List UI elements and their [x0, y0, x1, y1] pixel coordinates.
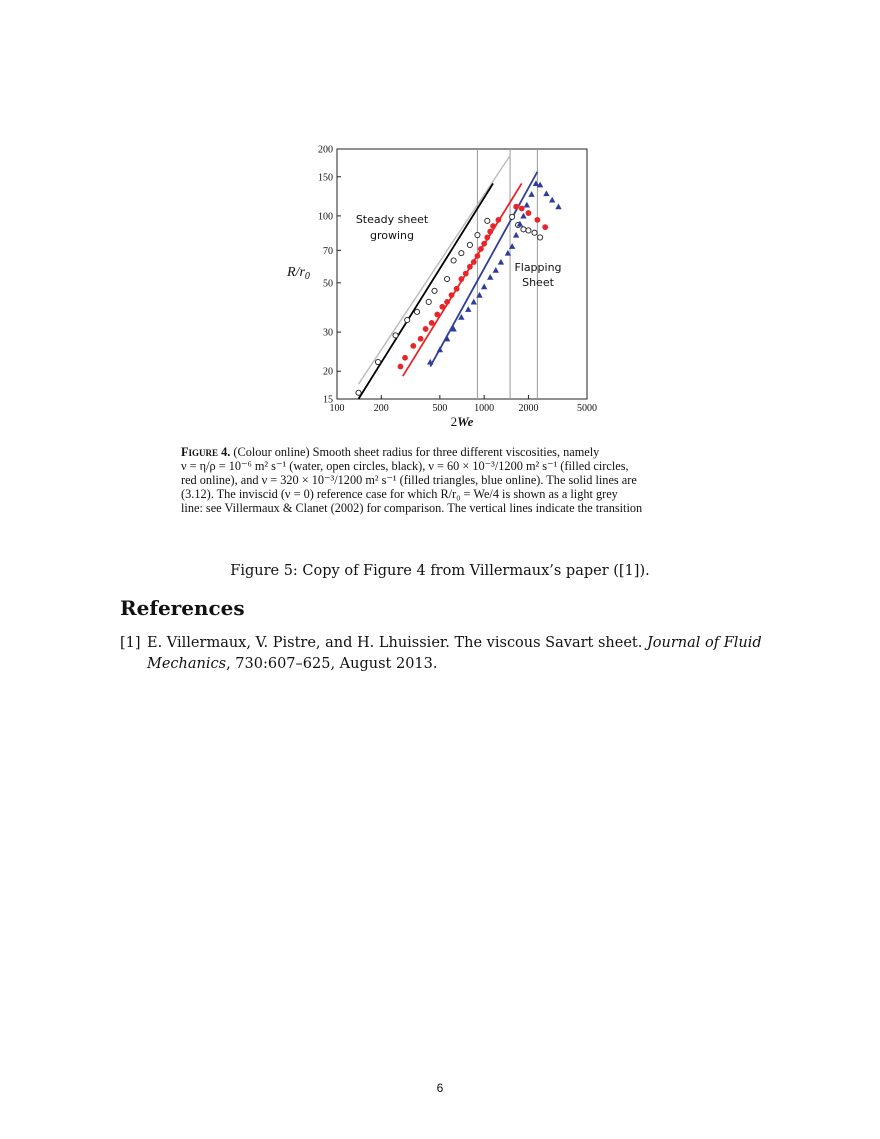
data-point-s1-3: [418, 336, 424, 342]
data-point-s1-25: [534, 217, 540, 223]
data-point-s0-10: [467, 242, 472, 247]
reference-authors: E. Villermaux, V. Pistre, and H. Lhuissier.: [147, 635, 450, 651]
y-tick-label-5: 100: [318, 211, 333, 223]
data-point-s2-10: [493, 267, 499, 273]
annotation-flapping-line2: Sheet: [522, 276, 554, 289]
data-point-s1-15: [475, 253, 481, 259]
data-point-s0-18: [537, 235, 542, 240]
data-point-s1-2: [410, 343, 416, 349]
data-point-s0-2: [393, 333, 398, 338]
y-tick-label-1: 20: [323, 366, 333, 378]
y-tick-label-6: 150: [318, 172, 333, 184]
data-point-s1-8: [444, 299, 450, 305]
data-point-s0-4: [414, 309, 419, 314]
data-point-s0-13: [510, 214, 515, 219]
reference-journal-part2: Mechanics: [147, 656, 227, 672]
data-point-s1-4: [423, 326, 429, 332]
data-point-s2-21: [543, 190, 549, 196]
data-point-s2-22: [549, 197, 555, 203]
data-point-s2-23: [555, 204, 561, 210]
data-point-s1-9: [449, 292, 455, 298]
data-point-s1-16: [478, 246, 484, 252]
data-point-s1-23: [519, 206, 525, 212]
reference-item: [120, 633, 768, 675]
data-point-s0-16: [526, 228, 531, 233]
data-point-s1-22: [513, 204, 519, 210]
data-point-s1-12: [463, 271, 469, 277]
annotation-steady-line1: Steady sheet: [355, 213, 429, 226]
data-point-s1-14: [471, 259, 477, 265]
data-point-s1-17: [481, 241, 487, 247]
x-axis-label: 2We: [450, 414, 474, 429]
y-axis-label: $R/r_0$: [287, 265, 310, 282]
x-tick-label-1: 200: [373, 403, 389, 414]
data-point-s2-17: [524, 202, 530, 208]
x-tick-label-4: 2000: [518, 403, 539, 414]
figure-caption: Figure 5: Copy of Figure 4 from Villermaux’s paper ([1]).: [230, 563, 650, 579]
data-point-s0-17: [532, 230, 537, 235]
data-point-s0-6: [432, 288, 437, 293]
data-point-s0-11: [475, 232, 480, 237]
data-point-s0-12: [485, 218, 490, 223]
x-tick-label-2: 500: [432, 403, 448, 414]
caption-line-2: red online), and ν = 320 × 10⁻³/1200 m² s⁻¹ (filled triangles, blue online). The solid lines are: [181, 473, 637, 487]
svg-text:Figure 4. (Colour: [181, 445, 600, 459]
data-point-s0-15: [521, 227, 526, 232]
data-point-s0-0: [356, 390, 361, 395]
data-point-s2-5: [465, 306, 471, 312]
caption-line-4: line: see Villermaux & Clanet (2002) for comparison. The vertical lines indicate the transition: [181, 501, 643, 515]
data-point-s1-24: [526, 210, 532, 216]
y-tick-label-7: 200: [318, 144, 333, 156]
data-point-s0-7: [444, 276, 449, 281]
data-point-s1-20: [490, 223, 496, 229]
caption-line-3: (3.12). The inviscid (ν = 0) reference case for which R/r₀ = We/4 is shown as a light grey: [181, 487, 618, 501]
data-point-s1-5: [429, 320, 435, 326]
data-point-s2-11: [498, 259, 504, 265]
references-heading: References: [120, 596, 245, 620]
reference-details: , 730:607–625, August 2013.: [226, 656, 438, 672]
caption-figure-label: Figure: [181, 445, 219, 459]
annotation-flapping-line1: Flapping: [514, 261, 562, 274]
x-tick-label-3: 1000: [474, 403, 495, 414]
caption-line-0: (Colour online) Smooth sheet radius for three different viscosities, namely: [233, 445, 600, 459]
y-tick-label-0: 15: [323, 394, 333, 406]
annotation-steady-line2: growing: [370, 229, 414, 242]
data-point-s1-0: [398, 364, 404, 370]
data-point-s2-14: [513, 232, 519, 238]
reference-title: The viscous Savart sheet.: [454, 635, 643, 651]
data-point-s1-18: [484, 235, 490, 241]
data-point-s2-8: [481, 284, 487, 290]
data-point-s1-13: [467, 264, 473, 270]
data-point-s1-6: [434, 312, 440, 318]
data-point-s1-1: [402, 355, 408, 361]
x-ticks: [330, 395, 598, 414]
data-point-s1-19: [487, 229, 493, 235]
data-point-s0-3: [405, 317, 410, 322]
data-point-s2-9: [487, 274, 493, 280]
y-tick-label-3: 50: [323, 278, 333, 290]
y-ticks: [318, 145, 341, 406]
y-tick-label-2: 30: [323, 327, 333, 339]
reference-number: [1]: [120, 635, 141, 651]
data-point-s0-9: [459, 251, 464, 256]
reference-journal-part1: Journal of Fluid: [646, 635, 762, 651]
data-point-s1-11: [458, 276, 464, 282]
figure-4-chart: [0, 0, 880, 540]
data-point-s0-5: [426, 299, 431, 304]
plot-frame: [337, 149, 587, 399]
data-point-s2-18: [528, 191, 534, 197]
figure-image-caption: [181, 445, 642, 515]
caption-figure-number: 4.: [221, 445, 231, 459]
data-point-s2-6: [471, 299, 477, 305]
data-point-s1-10: [454, 286, 460, 292]
data-point-s1-7: [439, 304, 445, 310]
data-point-s1-21: [496, 217, 502, 223]
x-tick-label-0: 100: [329, 403, 345, 414]
caption-line-1: ν = η/ρ = 10⁻⁶ m² s⁻¹ (water, open circles, black), ν = 60 × 10⁻³/1200 m² s⁻¹ (filled circles,: [181, 459, 629, 473]
data-point-s2-1: [437, 346, 443, 352]
data-point-s0-1: [375, 359, 380, 364]
fit-line-0: [359, 155, 511, 384]
data-point-s0-8: [451, 258, 456, 263]
data-point-s1-26: [542, 224, 548, 230]
page-number: 6: [436, 1081, 444, 1095]
y-tick-label-4: 70: [323, 245, 333, 257]
x-tick-label-5: 5000: [577, 403, 597, 414]
